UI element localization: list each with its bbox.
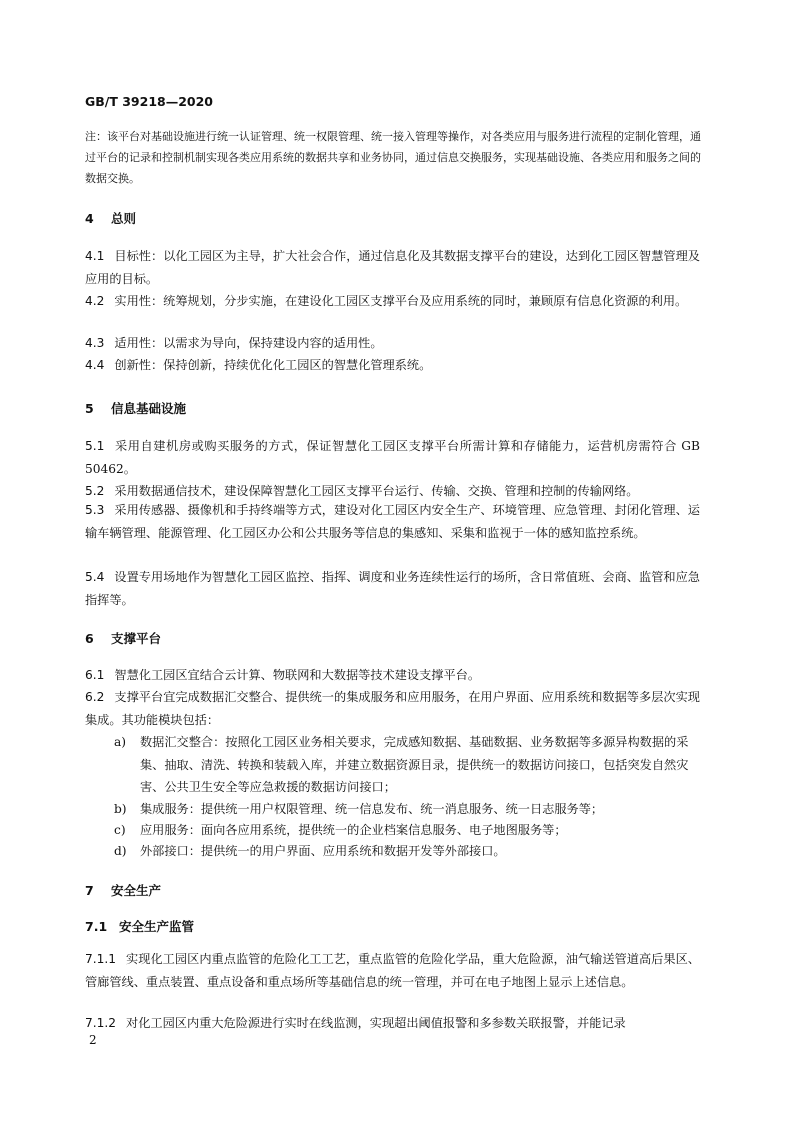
clause-number: 5.1: [85, 439, 105, 453]
clause-text: 实现化工园区内重点监管的危险化工工艺，重点监管的危险化学品，重大危险源，油气输送管道高后果区、管廊管线、重点装置、重点设备和重点场所等基础信息的统一管理，并可在电子地图上显示上述信息。: [85, 952, 700, 989]
section-4-title: [85, 209, 136, 227]
section-number: 4: [85, 211, 94, 226]
list-text: 外部接口：提供统一的用户界面、应用系统和数据开发等外部接口。: [140, 844, 506, 858]
list-marker: c): [114, 823, 126, 837]
clause-4-2: [85, 290, 700, 313]
section-number: 7: [85, 883, 94, 898]
clause-number: 4.4: [85, 358, 105, 372]
clause-text: 适用性：以需求为导向，保持建设内容的适用性。: [114, 336, 383, 350]
list-marker: d): [114, 844, 127, 858]
list-text: 集成服务：提供统一用户权限管理、统一信息发布、统一消息服务、统一日志服务等；: [140, 802, 604, 816]
clause-text: 采用传感器、摄像机和手持终端等方式，建设对化工园区内安全生产、环境管理、应急管理、封闭化管理、运输车辆管理、能源管理、化工园区办公和公共服务等信息的集感知、采集和监视于一体的感知监控系统。: [85, 503, 700, 540]
clause-5-4: [85, 566, 700, 611]
clause-text: 对化工园区内重大危险源进行实时在线监测，实现超出阈值报警和多参数关联报警，并能记录: [126, 1016, 626, 1030]
clause-text: 采用自建机房或购买服务的方式，保证智慧化工园区支撑平台所需计算和存储能力，运营机房需符合 GB 50462。: [85, 439, 700, 476]
clause-4-1: [85, 245, 700, 290]
section-heading: 安全生产监管: [119, 919, 195, 934]
clause-text: 实用性：统筹规划，分步实施，在建设化工园区支撑平台及应用系统的同时，兼顾原有信息化资源的利用。: [114, 294, 688, 308]
note-text: 该平台对基础设施进行统一认证管理、统一权限管理、统一接入管理等操作，对各类应用与服务进行流程的定制化管理，通过平台的记录和控制机制实现各类应用系统的数据共享和业务协同，通过信息交换服务，实现基础设施、各类应用和服务之间的数据交换。: [85, 130, 701, 185]
clause-number: 6.2: [85, 690, 105, 704]
note-label: 注：: [85, 130, 107, 143]
section-number: 7.1: [85, 919, 108, 934]
clause-number: 4.3: [85, 336, 105, 350]
clause-4-4: [85, 354, 700, 377]
clause-4-3: [85, 332, 700, 355]
section-6-title: [85, 629, 161, 647]
page-number: 2: [89, 1033, 97, 1047]
clause-number: 5.3: [85, 503, 105, 517]
clause-number: 4.1: [85, 249, 105, 263]
section-7-title: [85, 881, 161, 899]
section-heading: 安全生产: [111, 883, 162, 898]
list-item-c: [114, 819, 700, 842]
clause-5-1: [85, 435, 700, 480]
document-header: GB/T 39218—2020: [85, 94, 214, 109]
clause-number: 4.2: [85, 294, 105, 308]
clause-number: 7.1.1: [85, 952, 117, 966]
clause-text: 智慧化工园区宜结合云计算、物联网和大数据等技术建设支撑平台。: [114, 668, 481, 682]
section-number: 5: [85, 401, 94, 416]
clause-5-3: [85, 499, 700, 544]
clause-number: 7.1.2: [85, 1016, 117, 1030]
section-heading: 信息基础设施: [111, 401, 187, 416]
list-marker: a): [114, 735, 127, 749]
clause-text: 设置专用场地作为智慧化工园区监控、指挥、调度和业务连续性运行的场所，含日常值班、会商、监管和应急指挥等。: [85, 570, 700, 607]
clause-6-2: [85, 686, 700, 731]
clause-text: 创新性：保持创新，持续优化化工园区的智慧化管理系统。: [114, 358, 432, 372]
clause-6-1: [85, 664, 700, 687]
clause-text: 支撑平台宜完成数据汇交整合、提供统一的集成服务和应用服务，在用户界面、应用系统和数据等多层次实现集成。其功能模块包括：: [85, 690, 700, 727]
clause-7-1-2: [85, 1012, 700, 1035]
clause-7-1-1: [85, 948, 700, 993]
section-7-1-title: [85, 917, 194, 935]
clause-text: 采用数据通信技术，建设保障智慧化工园区支撑平台运行、传输、交换、管理和控制的传输网络。: [114, 484, 639, 498]
list-text: 应用服务：面向各应用系统，提供统一的企业档案信息服务、电子地图服务等；: [140, 823, 567, 837]
clause-number: 5.4: [85, 570, 105, 584]
section-heading: 总则: [111, 211, 137, 226]
clause-number: 6.1: [85, 668, 105, 682]
clause-number: 5.2: [85, 484, 105, 498]
clause-text: 目标性：以化工园区为主导，扩大社会合作，通过信息化及其数据支撑平台的建设，达到化工园区智慧管理及应用的目标。: [85, 249, 700, 286]
section-number: 6: [85, 631, 94, 646]
note: [85, 126, 705, 189]
list-item-d: [114, 840, 700, 863]
list-item-b: [114, 798, 700, 821]
list-marker: b): [114, 802, 127, 816]
section-5-title: [85, 399, 186, 417]
list-text: 数据汇交整合：按照化工园区业务相关要求，完成感知数据、基础数据、业务数据等多源异构数据的采集、抽取、清洗、转换和装载入库，并建立数据资源目录，提供统一的数据访问接口，包括突发自然灾害、公共卫生安全等应急救援的数据访问接口；: [140, 735, 689, 794]
list-item-a: [114, 731, 700, 799]
section-heading: 支撑平台: [111, 631, 162, 646]
